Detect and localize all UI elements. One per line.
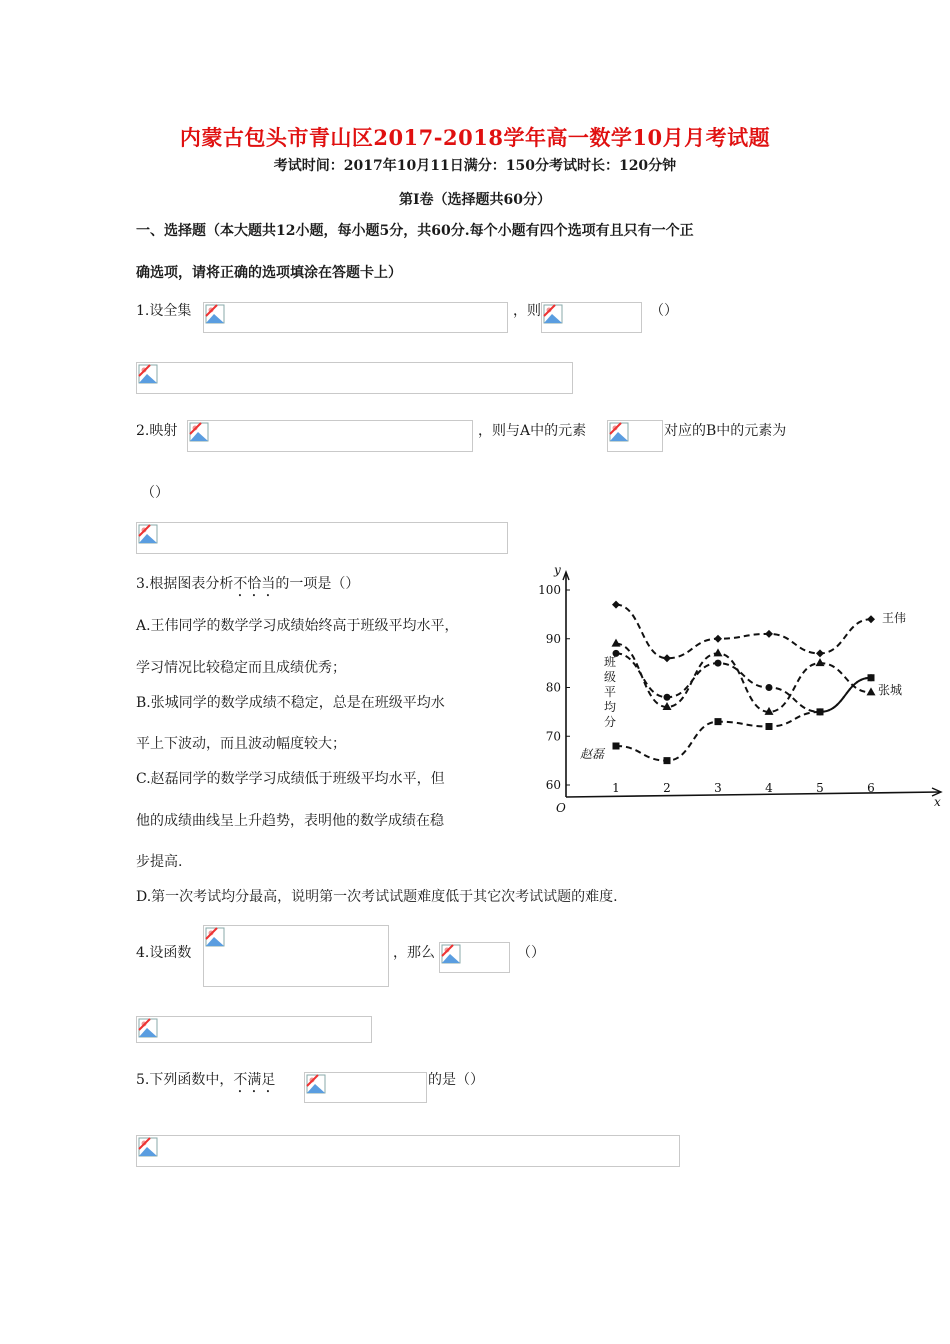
data-point-diamond	[867, 615, 875, 623]
data-point-circle	[715, 660, 722, 667]
q1-mid: ，则	[513, 303, 541, 319]
q5-line	[136, 1069, 275, 1096]
broken-image-icon	[205, 927, 225, 947]
x-tick-label: 3	[714, 781, 722, 795]
q3-stem-emphasis: 不恰当	[233, 576, 276, 592]
y-tick-label: 100	[538, 583, 561, 597]
broken-image-q4-options	[136, 1016, 372, 1043]
y-axis-label: y	[554, 563, 561, 577]
x-axis	[566, 792, 940, 797]
q3-option-b-line2: 平上下波动，而且波动幅度较大；	[136, 736, 346, 752]
broken-image-icon	[189, 422, 209, 442]
q3-option-d: D.第一次考试均分最高，说明第一次考试试题难度低于其它次考试试题的难度.	[136, 889, 618, 905]
series-label-average: 级	[604, 670, 617, 684]
broken-image-q1-options	[136, 362, 573, 394]
x-tick-label: 6	[867, 781, 875, 795]
broken-image-q1-expr	[541, 302, 642, 333]
data-point-circle	[664, 694, 671, 701]
q3-stem	[136, 573, 359, 600]
data-point-diamond	[765, 630, 773, 638]
origin-label: O	[556, 801, 566, 815]
data-point-square	[664, 757, 671, 764]
series-label-zhang: 张城	[878, 683, 903, 697]
data-point-square	[868, 674, 875, 681]
data-point-square	[715, 718, 722, 725]
broken-image-q2-element	[607, 420, 663, 452]
q2-suffix: 对应的B中的元素为	[664, 423, 787, 439]
series-label-zhao: 赵磊	[580, 747, 605, 761]
q2-paren: （）	[141, 485, 169, 501]
broken-image-q2-map	[187, 420, 473, 452]
broken-image-icon	[441, 944, 461, 964]
q3-option-c-line3: 步提高.	[136, 854, 183, 870]
q5-suffix: 的是（）	[428, 1072, 484, 1088]
x-tick-label: 2	[663, 781, 671, 795]
broken-image-q5-condition	[304, 1072, 427, 1103]
data-point-diamond	[816, 649, 824, 657]
series-line-3	[616, 678, 871, 761]
q1-prefix: 1.设全集	[136, 303, 192, 319]
q3-option-b-line1: B.张城同学的数学成绩不稳定，总是在班级平均水	[136, 695, 445, 711]
q2-mid: ，则与A中的元素	[478, 423, 587, 439]
exam-info: 考试时间：2017年10月11日满分：150分考试时长：120分钟	[273, 158, 677, 174]
data-point-square	[766, 723, 773, 730]
y-tick-label: 90	[545, 631, 561, 646]
broken-image-icon	[306, 1074, 326, 1094]
data-point-triangle	[714, 648, 723, 656]
data-point-diamond	[663, 654, 671, 662]
data-point-square	[817, 708, 824, 715]
q3-option-c-line1: C.赵磊同学的数学学习成绩低于班级平均水平，但	[136, 771, 445, 787]
x-tick-label: 4	[765, 781, 773, 795]
data-point-triangle	[816, 658, 825, 666]
broken-image-icon	[138, 364, 158, 384]
y-tick-label: 80	[545, 680, 561, 695]
series-label-average: 班	[604, 655, 617, 669]
q4-mid: ，那么	[393, 945, 435, 961]
x-tick-label: 1	[612, 781, 620, 795]
section-instruction-line1: 一、选择题（本大题共12小题，每小题5分，共60分.每个小题有四个选项有且只有一个正	[136, 223, 694, 239]
data-point-triangle	[612, 639, 621, 647]
score-line-chart	[530, 560, 950, 820]
q3-stem-a: 3.根据图表分析	[136, 576, 234, 592]
data-point-square	[613, 743, 620, 750]
series-label-wang: 王伟	[882, 611, 907, 625]
broken-image-q1-set	[203, 302, 508, 333]
x-tick-label: 5	[816, 781, 824, 795]
page-title: 内蒙古包头市青山区2017-2018学年高一数学10月月考试题	[179, 125, 771, 150]
series-line-0	[616, 605, 871, 659]
broken-image-icon	[609, 422, 629, 442]
q5-prefix: 5.下列函数中，	[136, 1072, 234, 1088]
series-label-average: 平	[604, 685, 617, 699]
y-tick-label: 70	[545, 729, 561, 744]
volume-heading: 第I卷（选择题共60分）	[398, 192, 552, 208]
data-point-triangle	[867, 687, 876, 695]
x-axis-label: x	[934, 795, 941, 809]
broken-image-q4-function	[203, 925, 389, 987]
q3-option-c-line2: 他的成绩曲线呈上升趋势，表明他的数学成绩在稳	[136, 813, 444, 829]
q3-stem-b: 的一项是（）	[275, 576, 360, 592]
q2-prefix: 2.映射	[136, 423, 178, 439]
q4-prefix: 4.设函数	[136, 945, 192, 961]
broken-image-icon	[205, 304, 225, 324]
data-point-circle	[766, 684, 773, 691]
broken-image-q5-options	[136, 1135, 680, 1167]
y-tick-label: 60	[545, 778, 561, 792]
section-instruction-line2: 确选项，请将正确的选项填涂在答题卡上）	[136, 265, 402, 281]
broken-image-icon	[543, 304, 563, 324]
q3-option-a-line2: 学习情况比较稳定而且成绩优秀；	[136, 660, 346, 676]
q4-paren: （）	[517, 945, 545, 961]
series-label-average: 分	[604, 715, 617, 729]
q3-option-a-line1: A.王伟同学的数学学习成绩始终高于班级平均水平，	[136, 618, 459, 634]
broken-image-icon	[138, 1018, 158, 1038]
q5-emphasis: 不满足	[233, 1072, 276, 1088]
broken-image-q4-expr	[439, 942, 510, 973]
data-point-diamond	[714, 635, 722, 643]
series-label-average: 均	[604, 700, 617, 714]
broken-image-icon	[138, 1137, 158, 1157]
broken-image-q2-options	[136, 522, 508, 554]
q1-paren: （）	[650, 303, 678, 319]
broken-image-icon	[138, 524, 158, 544]
data-point-diamond	[612, 601, 620, 609]
